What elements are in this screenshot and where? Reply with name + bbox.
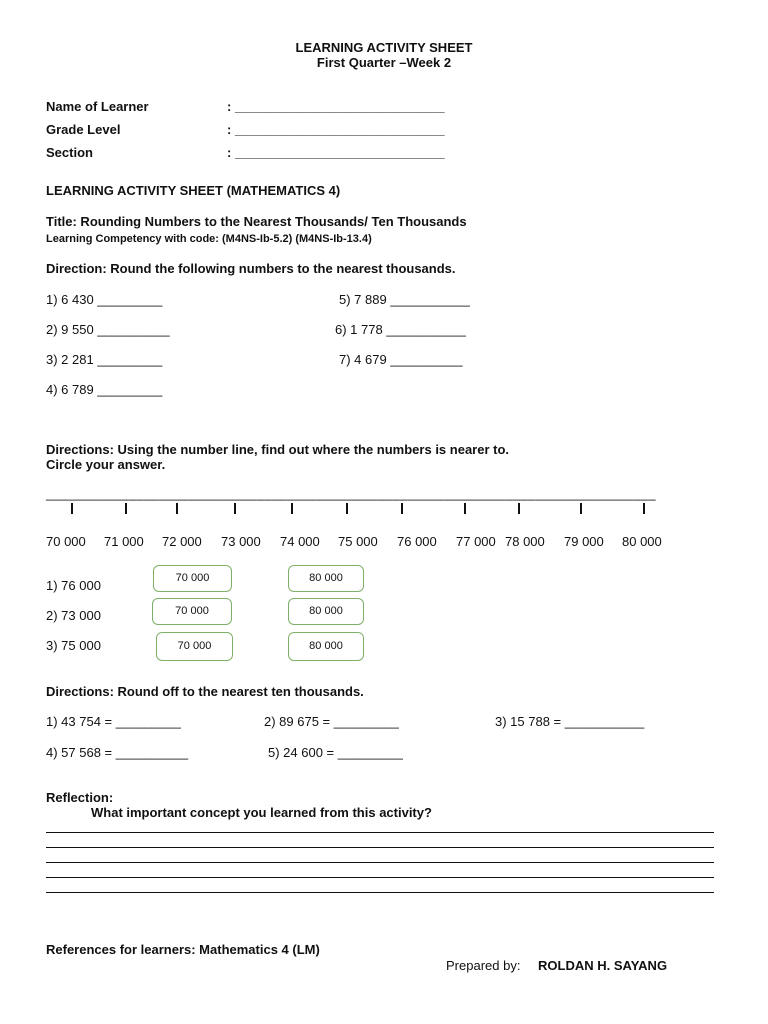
reflection-answer-line[interactable] <box>46 862 714 863</box>
number-line-tick <box>291 503 293 514</box>
number-line-tick <box>643 503 645 514</box>
section-label: Section <box>46 145 93 160</box>
number-line-tick <box>125 503 127 514</box>
part3-item-4[interactable]: 4) 57 568 = __________ <box>46 745 189 760</box>
part1-item-5[interactable]: 5) 7 889 ___________ <box>339 292 470 307</box>
part3-item-3[interactable]: 3) 15 788 = ___________ <box>495 714 645 729</box>
part3-direction: Directions: Round off to the nearest ten thousands. <box>46 684 364 699</box>
part1-direction: Direction: Round the following numbers to the nearest thousands. <box>46 261 456 276</box>
prepared-by-name: ROLDAN H. SAYANG <box>538 958 668 973</box>
part1-item-1[interactable]: 1) 6 430 _________ <box>46 292 163 307</box>
prepared-by-label: Prepared by: <box>446 958 521 973</box>
part3-item-5[interactable]: 5) 24 600 = _________ <box>268 745 403 760</box>
number-line-label: 74 000 <box>280 534 320 549</box>
reflection-answer-line[interactable] <box>46 892 714 893</box>
reflection-answer-line[interactable] <box>46 847 714 848</box>
number-line-tick <box>464 503 466 514</box>
part1-item-7[interactable]: 7) 4 679 __________ <box>339 352 463 367</box>
number-line-label: 71 000 <box>104 534 144 549</box>
part3-item-2[interactable]: 2) 89 675 = _________ <box>264 714 399 729</box>
grade-level-field[interactable]: : _____________________________ <box>227 122 445 137</box>
part2-direction-continued: Circle your answer. <box>46 457 166 472</box>
number-line-label: 79 000 <box>564 534 604 549</box>
choice-80000-q2[interactable]: 80 000 <box>288 598 364 625</box>
number-line-label: 75 000 <box>338 534 378 549</box>
number-line-label: 70 000 <box>46 534 86 549</box>
number-line: _________________________________________________________________________________ <box>46 486 656 501</box>
reflection-question: What important concept you learned from this activity? <box>91 805 432 820</box>
part3-item-1[interactable]: 1) 43 754 = _________ <box>46 714 181 729</box>
number-line-label: 78 000 <box>505 534 545 549</box>
part2-question-3: 3) 75 000 <box>46 638 101 653</box>
sheet-subtitle: First Quarter –Week 2 <box>316 55 452 70</box>
subject-heading: LEARNING ACTIVITY SHEET (MATHEMATICS 4) <box>46 183 341 198</box>
sheet-title: LEARNING ACTIVITY SHEET <box>295 40 473 55</box>
references: References for learners: Mathematics 4 (LM) <box>46 942 320 957</box>
lesson-title: Title: Rounding Numbers to the Nearest Thousands/ Ten Thousands <box>46 214 467 229</box>
part2-direction: Directions: Using the number line, find out where the numbers is nearer to. <box>46 442 510 457</box>
part1-item-3[interactable]: 3) 2 281 _________ <box>46 352 163 367</box>
choice-70000-q2[interactable]: 70 000 <box>152 598 232 625</box>
number-line-tick <box>346 503 348 514</box>
learning-competency: Learning Competency with code: (M4NS-Ib-5.2) (M4NS-Ib-13.4) <box>46 233 372 245</box>
number-line-label: 72 000 <box>162 534 202 549</box>
reflection-label: Reflection: <box>46 790 114 805</box>
part1-item-2[interactable]: 2) 9 550 __________ <box>46 322 170 337</box>
number-line-label: 73 000 <box>221 534 261 549</box>
number-line-tick <box>518 503 520 514</box>
number-line-label: 77 000 <box>456 534 496 549</box>
number-line-tick <box>176 503 178 514</box>
choice-80000-q3[interactable]: 80 000 <box>288 632 364 661</box>
number-line-tick <box>401 503 403 514</box>
reflection-answer-line[interactable] <box>46 832 714 833</box>
choice-70000-q3[interactable]: 70 000 <box>156 632 233 661</box>
number-line-label: 80 000 <box>622 534 662 549</box>
number-line-label: 76 000 <box>397 534 437 549</box>
number-line-tick <box>234 503 236 514</box>
part2-question-1: 1) 76 000 <box>46 578 101 593</box>
number-line-tick <box>71 503 73 514</box>
choice-80000-q1[interactable]: 80 000 <box>288 565 364 592</box>
grade-level-label: Grade Level <box>46 122 121 137</box>
choice-70000-q1[interactable]: 70 000 <box>153 565 232 592</box>
reflection-answer-line[interactable] <box>46 877 714 878</box>
section-field[interactable]: : _____________________________ <box>227 145 445 160</box>
part2-question-2: 2) 73 000 <box>46 608 101 623</box>
number-line-tick <box>580 503 582 514</box>
part1-item-4[interactable]: 4) 6 789 _________ <box>46 382 163 397</box>
name-of-learner-field[interactable]: : _____________________________ <box>227 99 445 114</box>
part1-item-6[interactable]: 6) 1 778 ___________ <box>335 322 466 337</box>
name-of-learner-label: Name of Learner <box>46 99 149 114</box>
